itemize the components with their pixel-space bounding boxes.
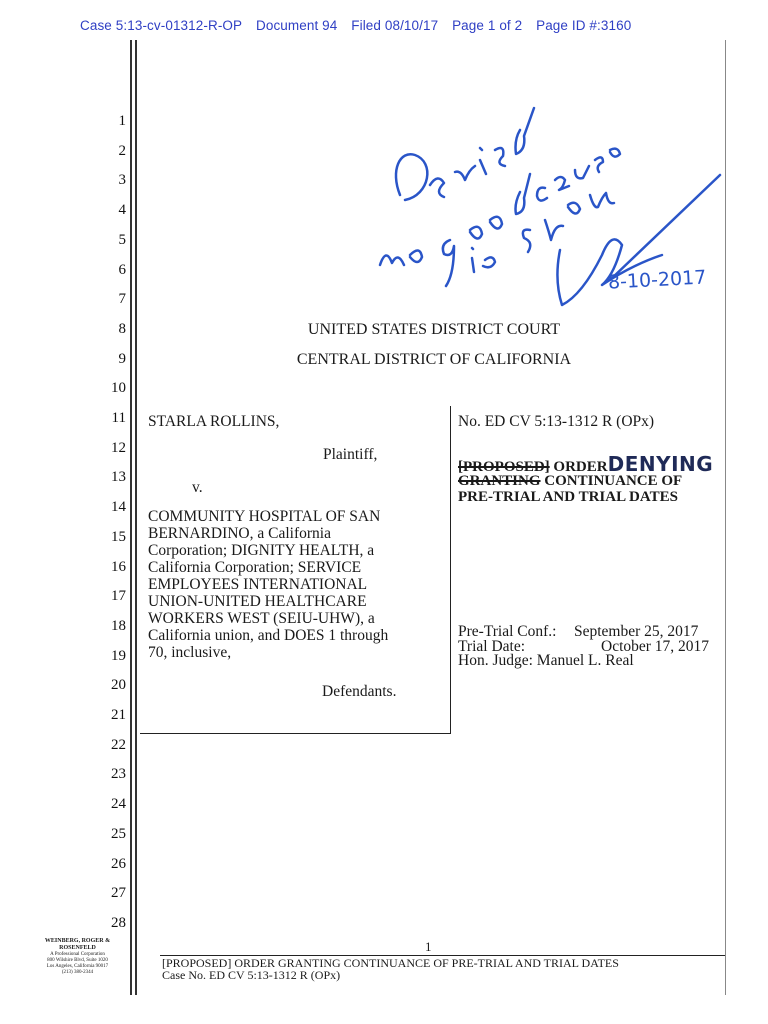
- page-number: 1: [425, 939, 432, 954]
- versus: v.: [192, 479, 203, 496]
- defendant-line: WORKERS WEST (SEIU-UHW), a: [148, 610, 375, 627]
- footer-case-no: Case No. ED CV 5:13-1312 R (OPx): [162, 968, 341, 982]
- line-number: 18: [111, 617, 126, 634]
- law-firm-block: [30, 938, 125, 976]
- title-continuance: CONTINUANCE OF: [544, 473, 683, 489]
- defendants-label: Defendants.: [322, 683, 397, 700]
- line-number: 21: [111, 707, 126, 723]
- line-number: 13: [111, 469, 126, 486]
- line-number: 4: [118, 202, 126, 219]
- line-number: 14: [111, 499, 126, 516]
- firm-name-line: ROSENFELD: [59, 945, 96, 951]
- header-case: Case 5:13-cv-01312-R-OP: [80, 18, 243, 33]
- trial-date: October 17, 2017: [601, 638, 710, 655]
- line-number: 10: [111, 380, 126, 397]
- defendant-line: Corporation; DIGNITY HEALTH, a: [148, 542, 375, 559]
- handwritten-date: 8-10-2017: [607, 266, 707, 294]
- left-margin-rule-inner: [135, 40, 137, 995]
- firm-address-line: 800 Wilshire Blvd, Suite 1020: [47, 958, 108, 963]
- pretrial-conf-label: Pre-Trial Conf.:: [458, 623, 557, 640]
- line-number: 23: [111, 766, 126, 783]
- handwriting-stroke: [472, 193, 614, 272]
- caption-box-bottom: [140, 733, 450, 734]
- header-document: Document 94: [255, 18, 338, 33]
- defendant-line: EMPLOYEES INTERNATIONAL: [148, 576, 368, 593]
- left-margin-rule: [130, 40, 132, 995]
- line-number: 3: [118, 172, 126, 189]
- struck-proposed: [PROPOSED]: [458, 459, 550, 475]
- line-number: 25: [111, 825, 126, 842]
- footer-title: [PROPOSED] ORDER GRANTING CONTINUANCE OF PRE-TRIAL AND TRIAL DATES: [162, 956, 619, 970]
- plaintiff-label: Plaintiff,: [323, 446, 378, 463]
- line-number: 27: [111, 885, 126, 902]
- line-number: 22: [111, 736, 126, 753]
- case-number: No. ED CV 5:13-1312 R (OPx): [458, 413, 655, 430]
- court-district: CENTRAL DISTRICT OF CALIFORNIA: [296, 351, 572, 368]
- defendant-line: COMMUNITY HOSPITAL OF SAN: [148, 508, 381, 525]
- line-number: 6: [118, 261, 126, 278]
- court-name: UNITED STATES DISTRICT COURT: [307, 321, 561, 338]
- handwriting-stroke: [537, 149, 620, 201]
- line-number: 9: [118, 350, 126, 367]
- defendant-line: California union, and DOES 1 through: [148, 627, 389, 644]
- title-order: ORDER: [553, 459, 608, 475]
- handwriting-stroke: [380, 174, 530, 286]
- line-number: 17: [111, 588, 126, 605]
- line-number: 16: [111, 558, 126, 575]
- footer-title-block: [162, 957, 619, 981]
- handwriting-stroke: [396, 154, 427, 200]
- defendant-line: California Corporation; SERVICE: [148, 559, 362, 576]
- line-number: 12: [111, 439, 126, 456]
- line-number: 7: [118, 291, 126, 308]
- trial-date-label: Trial Date:: [458, 638, 526, 655]
- line-number: 8: [118, 320, 126, 337]
- line-number: 24: [111, 796, 126, 813]
- judge: Hon. Judge: Manuel L. Real: [458, 652, 634, 669]
- document-title-line3: PRE-TRIAL AND TRIAL DATES: [458, 489, 678, 505]
- handwritten-denying: DENYING: [607, 452, 714, 476]
- line-number: 19: [111, 647, 126, 664]
- header-filed: Filed 08/10/17: [351, 18, 439, 33]
- handwriting-stroke: [430, 108, 534, 197]
- line-number: 2: [118, 142, 126, 159]
- line-number: 11: [111, 410, 126, 426]
- defendants-list: [148, 508, 388, 661]
- struck-granting: GRANTING: [458, 473, 541, 489]
- plaintiff-name: STARLA ROLLINS,: [148, 413, 280, 430]
- defendant-line: UNION-UNITED HEALTHCARE: [148, 593, 367, 610]
- header-page-id: Page ID #:3160: [536, 18, 632, 33]
- firm-name-line: WEINBERG, ROGER &: [44, 938, 111, 944]
- header-page: Page 1 of 2: [452, 18, 523, 33]
- document-title-line2: [458, 473, 682, 490]
- line-number: 28: [111, 914, 126, 931]
- defendant-line: 70, inclusive,: [148, 644, 232, 661]
- pretrial-conf-date: September 25, 2017: [574, 623, 699, 640]
- line-number: 20: [111, 677, 126, 694]
- line-number: 1: [118, 113, 126, 129]
- firm-address-line: Los Angeles, California 90017: [46, 964, 109, 969]
- line-number: 15: [111, 528, 126, 545]
- line-number: 26: [111, 855, 126, 872]
- line-number: 5: [118, 231, 126, 248]
- defendant-line: BERNARDINO, a California: [148, 525, 331, 542]
- firm-address-line: (213) 380-2344: [61, 970, 94, 975]
- firm-address-line: A Professional Corporation: [50, 952, 105, 957]
- caption-box-divider: [450, 406, 451, 734]
- ecf-header-stamp: [80, 18, 720, 33]
